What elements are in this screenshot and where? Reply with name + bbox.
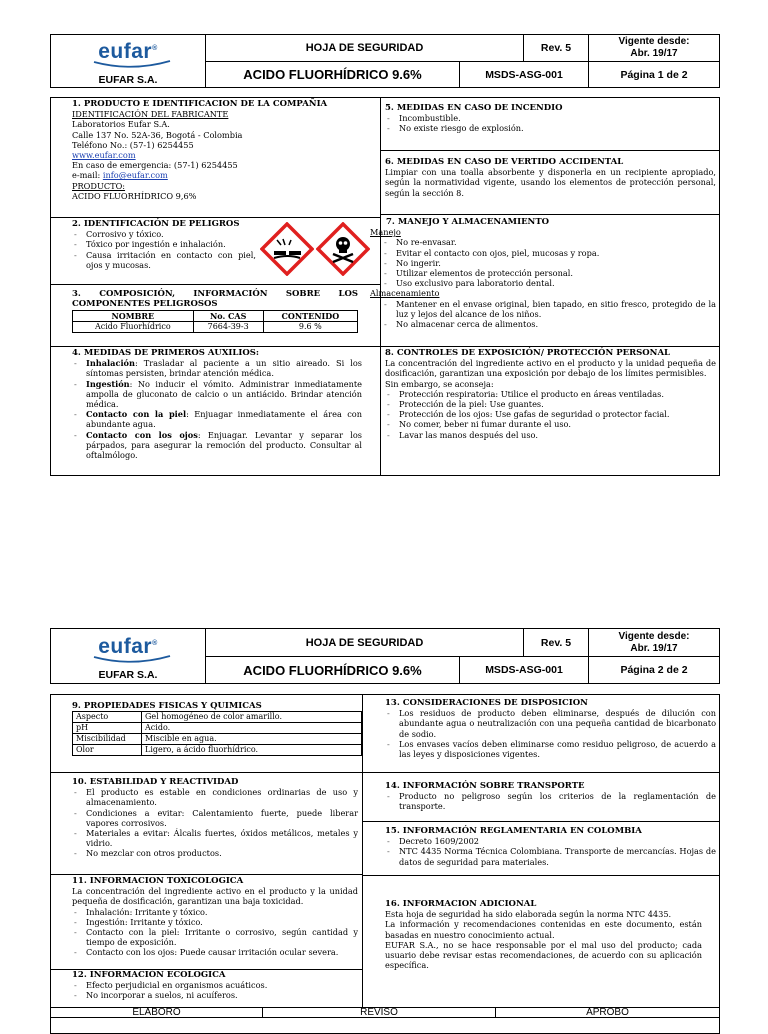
exposure-intro-2: Sin embargo, se aconseja: <box>385 378 494 389</box>
item-value: : Enjuagar inmediatamente el área con abundante agua. <box>86 409 362 430</box>
table-cell: Acido Fluorhídrico <box>73 322 194 333</box>
property-name: Miscibilidad <box>73 734 142 745</box>
logo-text: eufar <box>98 40 153 63</box>
handling-item: - Utilizar elementos de protección personal. <box>382 268 716 278</box>
company-name: EUFAR S.A. <box>98 669 158 681</box>
first-aid-item <box>72 379 362 410</box>
logo-cell <box>50 34 206 88</box>
ecology-item: - No incorporar a suelos, ni acuíferos. <box>72 990 358 1000</box>
corrosive-pictogram-icon <box>260 222 314 276</box>
email-label: e-mail: <box>72 170 103 181</box>
col-header: CONTENIDO <box>263 311 357 322</box>
rule <box>50 772 363 773</box>
property-value: Miscible en agua. <box>142 734 362 745</box>
exposure-item: - No comer, beber ni fumar durante el uso. <box>385 419 716 429</box>
section-4 <box>50 347 380 475</box>
msds-code: MSDS-ASG-001 <box>459 61 589 88</box>
vigente-date: Abr. 19/17 <box>630 48 678 59</box>
item-value: : Enjuagar. Levantar y separar los párpados, para asegurar la remoción del producto. Consultar al oftalmólogo. <box>86 429 363 461</box>
stability-item: - Condiciones a evitar: Calentamiento fuerte, puede liberar vapores corrosivos. <box>72 808 358 828</box>
section-1 <box>50 98 380 216</box>
email-link[interactable]: info@eufar.com <box>102 170 168 181</box>
section-9 <box>50 700 362 772</box>
disposal-item: - Los envases vacíos deben eliminarse como residuo peligroso, de acuerdo a las leyes y disposiciones vigentes. <box>385 739 716 759</box>
properties-table <box>72 711 362 756</box>
first-aid-item <box>72 358 362 378</box>
reviso-header: REVISO <box>262 1007 496 1018</box>
section-13 <box>363 697 720 773</box>
website-link[interactable]: www.eufar.com <box>72 150 136 161</box>
signature-row <box>50 1007 720 1024</box>
revision: Rev. 5 <box>523 628 589 657</box>
section-7 <box>368 216 720 346</box>
fire-item: - No existe riesgo de explosión. <box>385 123 716 133</box>
vigente-cell <box>588 628 720 657</box>
handling-item: - No re-envasar. <box>382 237 716 247</box>
toxicology-item: - Contacto con los ojos: Puede causar irritación ocular severa. <box>72 947 358 957</box>
skull-crossbones-pictogram-icon <box>316 222 370 276</box>
property-name: Olor <box>73 745 142 756</box>
emergency-line: En caso de emergencia: (57-1) 6254455 <box>72 160 238 171</box>
additional-line: Esta hoja de seguridad ha sido elaborada según la norma NTC 4435. <box>385 909 672 920</box>
rule <box>50 284 381 285</box>
handling-item: - No ingerir. <box>382 258 716 268</box>
section-1-title: 1. PRODUCTO E IDENTIFICACION DE LA COMPAÑIA <box>72 99 328 109</box>
exposure-item: - Protección de la piel: Use guantes. <box>385 399 716 409</box>
stability-item: - Materiales a evitar: Álcalis fuertes, óxidos metálicos, metales y vidrio. <box>72 828 358 848</box>
section-12 <box>50 969 362 1007</box>
phone-line: Teléfono No.: (57-1) 6254455 <box>72 139 194 150</box>
storage-item: - No almacenar cerca de alimentos. <box>382 319 716 329</box>
stability-item: - No mezclar con otros productos. <box>72 848 358 858</box>
col-header: No. CAS <box>193 311 263 322</box>
composition-table <box>72 310 358 333</box>
email-line <box>72 170 376 180</box>
logo-text: eufar <box>98 635 153 658</box>
msds-code: MSDS-ASG-001 <box>459 656 589 684</box>
address-line: Calle 137 No. 52A-36, Bogotá - Colombia <box>72 129 243 140</box>
rule <box>362 875 720 876</box>
section-16 <box>363 898 720 1008</box>
section-15-title: 15. INFORMACIÓN REGLAMENTARIA EN COLOMBIA <box>385 826 642 836</box>
page-number: Página 2 de 2 <box>588 656 720 684</box>
exposure-item: - Protección respiratoria: Utilice el producto en áreas ventiladas. <box>385 389 716 399</box>
rule <box>362 821 720 822</box>
item-key: Contacto con los ojos <box>86 429 198 440</box>
section-4-title: 4. MEDIDAS DE PRIMEROS AUXILIOS: <box>72 348 260 358</box>
page-number: Página 1 de 2 <box>588 61 720 88</box>
section-2-title: 2. IDENTIFICACIÓN DE PELIGROS <box>72 219 240 229</box>
vigente-date: Abr. 19/17 <box>630 642 678 654</box>
section-10-title: 10. ESTABILIDAD Y REACTIVIDAD <box>72 777 239 787</box>
section-15 <box>363 825 720 875</box>
fire-item: - Incombustible. <box>385 113 716 123</box>
vigente-label: Vigente desde: <box>618 630 690 642</box>
section-9-title: 9. PROPIEDADES FISICAS Y QUIMICAS <box>72 701 262 711</box>
section-3 <box>50 288 380 346</box>
eufar-logo <box>98 40 158 64</box>
exposure-intro: La concentración del ingrediente activo en el producto y la unidad pequeña de dosificación, garantizan una exposición por debajo de los límites permisibles. <box>385 358 716 379</box>
product-name: ACIDO FLUORHÍDRICO 9.6% <box>205 656 460 684</box>
toxicology-item: - Contacto con la piel: Irritante o corrosivo, según cantidad y tiempo de exposición. <box>72 927 358 947</box>
regulatory-item: - Decreto 1609/2002 <box>385 836 716 846</box>
logo-mark: ® <box>152 45 158 52</box>
rule <box>362 772 720 773</box>
section-2 <box>50 218 260 283</box>
logo-cell <box>50 628 206 684</box>
section-5-title: 5. MEDIDAS EN CASO DE INCENDIO <box>385 103 563 113</box>
storage-heading: Almacenamiento <box>370 288 440 299</box>
eufar-logo <box>98 635 158 659</box>
col-header: NOMBRE <box>73 311 194 322</box>
logo-swoosh-icon <box>92 655 172 665</box>
company-name: EUFAR S.A. <box>98 74 158 86</box>
hazard-item: - Corrosivo y tóxico. <box>72 229 256 239</box>
section-14-title: 14. INFORMACIÓN SOBRE TRANSPORTE <box>385 781 585 791</box>
hazard-item: - Causa irritación en contacto con piel, ojos y mucosas. <box>72 250 256 270</box>
company-line: Laboratorios Eufar S.A. <box>72 119 170 130</box>
rule <box>380 150 720 151</box>
item-key: Contacto con la piel <box>86 409 187 420</box>
table-cell: 7664-39-3 <box>193 322 263 333</box>
item-key: Ingestión <box>86 378 130 389</box>
property-value: Ligero, a ácido fluorhídrico. <box>142 745 362 756</box>
section-16-title: 16. INFORMACION ADICIONAL <box>385 899 537 909</box>
vigente-cell <box>588 34 720 62</box>
section-13-title: 13. CONSIDERACIONES DE DISPOSICION <box>385 698 588 708</box>
handling-heading: Manejo <box>370 227 401 238</box>
property-name: Aspecto <box>73 712 142 723</box>
section-8-title: 8. CONTROLES DE EXPOSICIÓN/ PROTECCIÓN PERSONAL <box>385 348 671 358</box>
section-5 <box>381 102 720 152</box>
rule <box>380 214 720 215</box>
storage-item: - Mantener en el envase original, bien tapado, en sitio fresco, protegido de la luz y lejos del alcance de los niños. <box>382 299 716 319</box>
item-key: Inhalación <box>86 358 135 369</box>
manufacturer-heading: IDENTIFICACIÓN DEL FABRICANTE <box>72 109 229 120</box>
section-11-title: 11. INFORMACION TOXICOLOGICA <box>72 876 244 886</box>
toxicology-intro: La concentración del ingrediente activo en el producto y la unidad pequeña de dosificación, garantizan una baja toxicidad. <box>72 886 358 907</box>
toxicology-item: - Ingestión: Irritante y tóxico. <box>72 917 358 927</box>
doc-title: HOJA DE SEGURIDAD <box>205 34 524 62</box>
elaboro-header: ELABORO <box>50 1007 263 1018</box>
doc-title: HOJA DE SEGURIDAD <box>205 628 524 657</box>
section-7-title: 7. MANEJO Y ALMACENAMIENTO <box>386 217 550 227</box>
section-10 <box>50 776 362 873</box>
header-page-1 <box>50 34 720 88</box>
table-cell: 9.6 % <box>263 322 357 333</box>
transport-item: - Producto no peligroso según los criterios de la reglamentación de transporte. <box>385 791 716 811</box>
vigente-label: Vigente desde: <box>618 36 690 47</box>
toxicology-item: - Inhalación: Irritante y tóxico. <box>72 907 358 917</box>
logo-mark: ® <box>152 640 158 647</box>
exposure-item: - Protección de los ojos: Use gafas de seguridad o protector facial. <box>385 409 716 419</box>
product-line: ACIDO FLUORHÍDRICO 9,6% <box>72 190 197 201</box>
hazard-item: - Tóxico por ingestión e inhalación. <box>72 239 256 249</box>
revision: Rev. 5 <box>523 34 589 62</box>
product-name: ACIDO FLUORHÍDRICO 9.6% <box>205 61 460 88</box>
logo-swoosh-icon <box>92 60 172 70</box>
section-6 <box>381 156 720 216</box>
section-14 <box>363 780 720 820</box>
additional-line: EUFAR S.A., no se hace responsable por el mal uso del producto; cada usuario debe revisar estas recomendaciones, de acuerdo con su aplicación específica. <box>385 939 702 971</box>
property-value: Acido. <box>142 723 362 734</box>
spill-text: Limpiar con una toalla absorbente y disponerla en un recipiente apropiado, según la normatividad vigente, usando los elementos de protección personal, según la sección 8. <box>385 167 716 198</box>
section-3-title: 3. COMPOSICIÓN, INFORMACIÓN SOBRE LOS COMPONENTES PELIGROSOS <box>72 289 358 310</box>
additional-line: La información y recomendaciones contenidas en este documento, están basadas en nuestro conocimiento actual. <box>385 919 702 940</box>
handling-item: - Uso exclusivo para laboratorio dental. <box>382 278 716 288</box>
exposure-item: - Lavar las manos después del uso. <box>385 430 716 440</box>
item-value: : No inducir el vómito. Administrar inmediatamente ampolla de gluconato de calcio o un antiácido. Brindar atención médica. <box>86 378 362 410</box>
section-6-title: 6. MEDIDAS EN CASO DE VERTIDO ACCIDENTAL <box>385 157 624 167</box>
handling-item: - Evitar el contacto con ojos, piel, mucosas y ropa. <box>382 248 716 258</box>
section-11 <box>50 875 362 970</box>
item-value: : Trasladar al paciente a un sitio aireado. Si los síntomas persisten, brindar atención médica. <box>86 358 362 379</box>
property-value: Gel homogéneo de color amarillo. <box>142 712 362 723</box>
first-aid-item <box>72 409 362 429</box>
first-aid-item <box>72 430 362 461</box>
disposal-item: - Los residuos de producto deben eliminarse, después de dilución con abundante agua o neutralización con una pequeña cantidad de bicarbonato de sodio. <box>385 708 716 739</box>
aprobo-header: APROBO <box>495 1007 720 1018</box>
stability-item: - El producto es estable en condiciones ordinarias de uso y almacenamiento. <box>72 787 358 807</box>
header-page-2 <box>50 628 720 684</box>
section-8 <box>381 347 720 475</box>
regulatory-item: - NTC 4435 Norma Técnica Colombiana. Transporte de mercancías. Hojas de datos de seguridad para materiales. <box>385 846 716 866</box>
property-name: pH <box>73 723 142 734</box>
ecology-item: - Efecto perjudicial en organismos acuáticos. <box>72 980 358 990</box>
section-12-title: 12. INFORMACIÓN ECOLOGICA <box>72 970 226 980</box>
product-heading: PRODUCTO: <box>72 180 126 191</box>
